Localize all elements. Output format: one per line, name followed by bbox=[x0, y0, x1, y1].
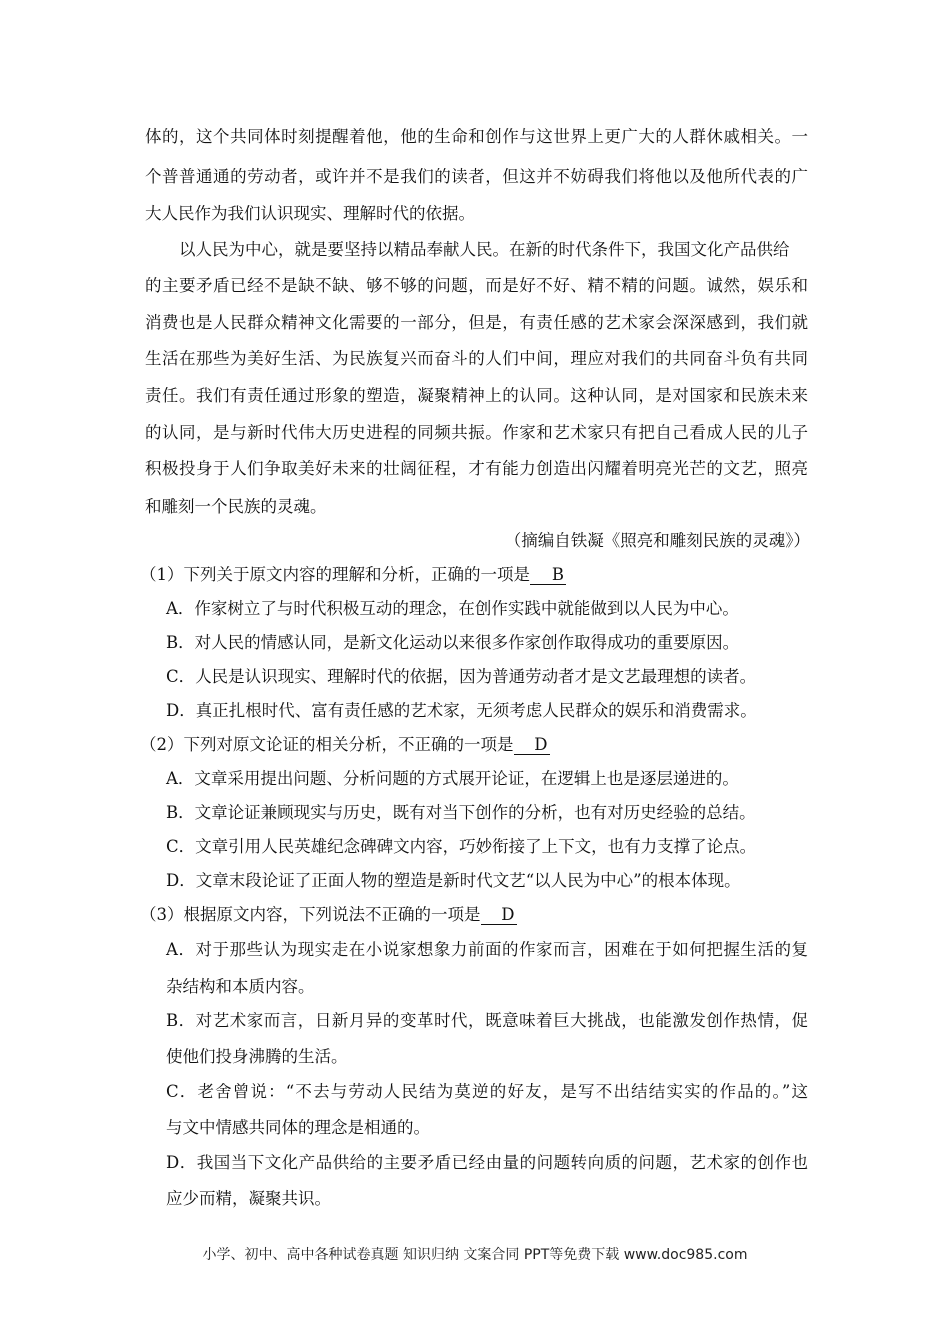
body-line: 的主要矛盾已经不是缺不缺、够不够的问题，而是好不好、精不精的问题。诚然，娱乐和 bbox=[145, 276, 808, 295]
body-line: 积极投身于人们争取美好未来的壮阔征程，才有能力创造出闪耀着明亮光芒的文艺，照亮 bbox=[145, 459, 808, 478]
body-line: 体的，这个共同体时刻提醒着他，他的生命和创作与这世界上更广大的人群休戚相关。一 bbox=[145, 127, 808, 146]
question-stem bbox=[140, 565, 566, 585]
option: D．文章末段论证了正面人物的塑造是新时代文艺“以人民为中心”的根本体现。 bbox=[166, 871, 741, 890]
answer-blank: D bbox=[481, 906, 517, 925]
body-line: 个普普通通的劳动者，或许并不是我们的读者，但这并不妨碍我们将他以及他所代表的广 bbox=[145, 167, 808, 186]
answer-blank: D bbox=[514, 736, 550, 755]
question-text: （1）下列关于原文内容的理解和分析，正确的一项是 bbox=[140, 565, 530, 584]
option: B．对人民的情感认同，是新文化运动以来很多作家创作取得成功的重要原因。 bbox=[166, 633, 740, 652]
option: B．文章论证兼顾现实与历史，既有对当下创作的分析，也有对历史经验的总结。 bbox=[166, 803, 756, 822]
question-stem bbox=[140, 735, 550, 755]
option: C．老舍曾说：“不去与劳动人民结为莫逆的好友，是写不出结结实实的作品的。”这 bbox=[166, 1082, 808, 1101]
body-line: 责任。我们有责任通过形象的塑造，凝聚精神上的认同。这种认同，是对国家和民族未来 bbox=[145, 386, 808, 405]
body-line: 和雕刻一个民族的灵魂。 bbox=[145, 497, 327, 516]
source-citation: （摘编自铁凝《照亮和雕刻民族的灵魂》） bbox=[504, 531, 810, 550]
question-text: （3）根据原文内容，下列说法不正确的一项是 bbox=[140, 905, 481, 924]
option: D．我国当下文化产品供给的主要矛盾已经由量的问题转向质的问题，艺术家的创作也 bbox=[166, 1153, 808, 1172]
option: B．对艺术家而言，日新月异的变革时代，既意味着巨大挑战，也能激发创作热情，促 bbox=[166, 1011, 808, 1030]
option: A．对于那些认为现实走在小说家想象力前面的作家而言，困难在于如何把握生活的复 bbox=[166, 940, 808, 959]
option: A．作家树立了与时代积极互动的理念，在创作实践中就能做到以人民为中心。 bbox=[166, 599, 739, 618]
question-stem bbox=[140, 905, 517, 925]
body-line: 消费也是人民群众精神文化需要的一部分，但是，有责任感的艺术家会深深感到，我们就 bbox=[145, 313, 808, 332]
option-continuation: 使他们投身沸腾的生活。 bbox=[166, 1047, 348, 1066]
answer-blank: B bbox=[530, 566, 566, 585]
body-line: 大人民作为我们认识现实、理解时代的依据。 bbox=[145, 204, 475, 223]
option: C．人民是认识现实、理解时代的依据，因为普通劳动者才是文艺最理想的读者。 bbox=[166, 667, 757, 686]
option-continuation: 与文中情感共同体的理念是相通的。 bbox=[166, 1118, 430, 1137]
option-continuation: 应少而精，凝聚共识。 bbox=[166, 1189, 331, 1208]
body-line: 生活在那些为美好生活、为民族复兴而奋斗的人们中间，理应对我们的共同奋斗负有共同 bbox=[145, 349, 808, 368]
body-line: 以人民为中心，就是要坚持以精品奉献人民。在新的时代条件下，我国文化产品供给 bbox=[179, 240, 790, 259]
option-continuation: 杂结构和本质内容。 bbox=[166, 977, 315, 996]
page-footer: 小学、初中、高中各种试卷真题 知识归纳 文案合同 PPT等免费下载 www.doc985.com bbox=[202, 1247, 748, 1263]
option: D．真正扎根时代、富有责任感的艺术家，无须考虑人民群众的娱乐和消费需求。 bbox=[166, 701, 757, 720]
body-line: 的认同，是与新时代伟大历史进程的同频共振。作家和艺术家只有把自己看成人民的儿子 bbox=[145, 423, 808, 442]
option: A．文章采用提出问题、分析问题的方式展开论证，在逻辑上也是逐层递进的。 bbox=[166, 769, 739, 788]
option: C．文章引用人民英雄纪念碑碑文内容，巧妙衔接了上下文，也有力支撑了论点。 bbox=[166, 837, 757, 856]
question-text: （2）下列对原文论证的相关分析，不正确的一项是 bbox=[140, 735, 514, 754]
